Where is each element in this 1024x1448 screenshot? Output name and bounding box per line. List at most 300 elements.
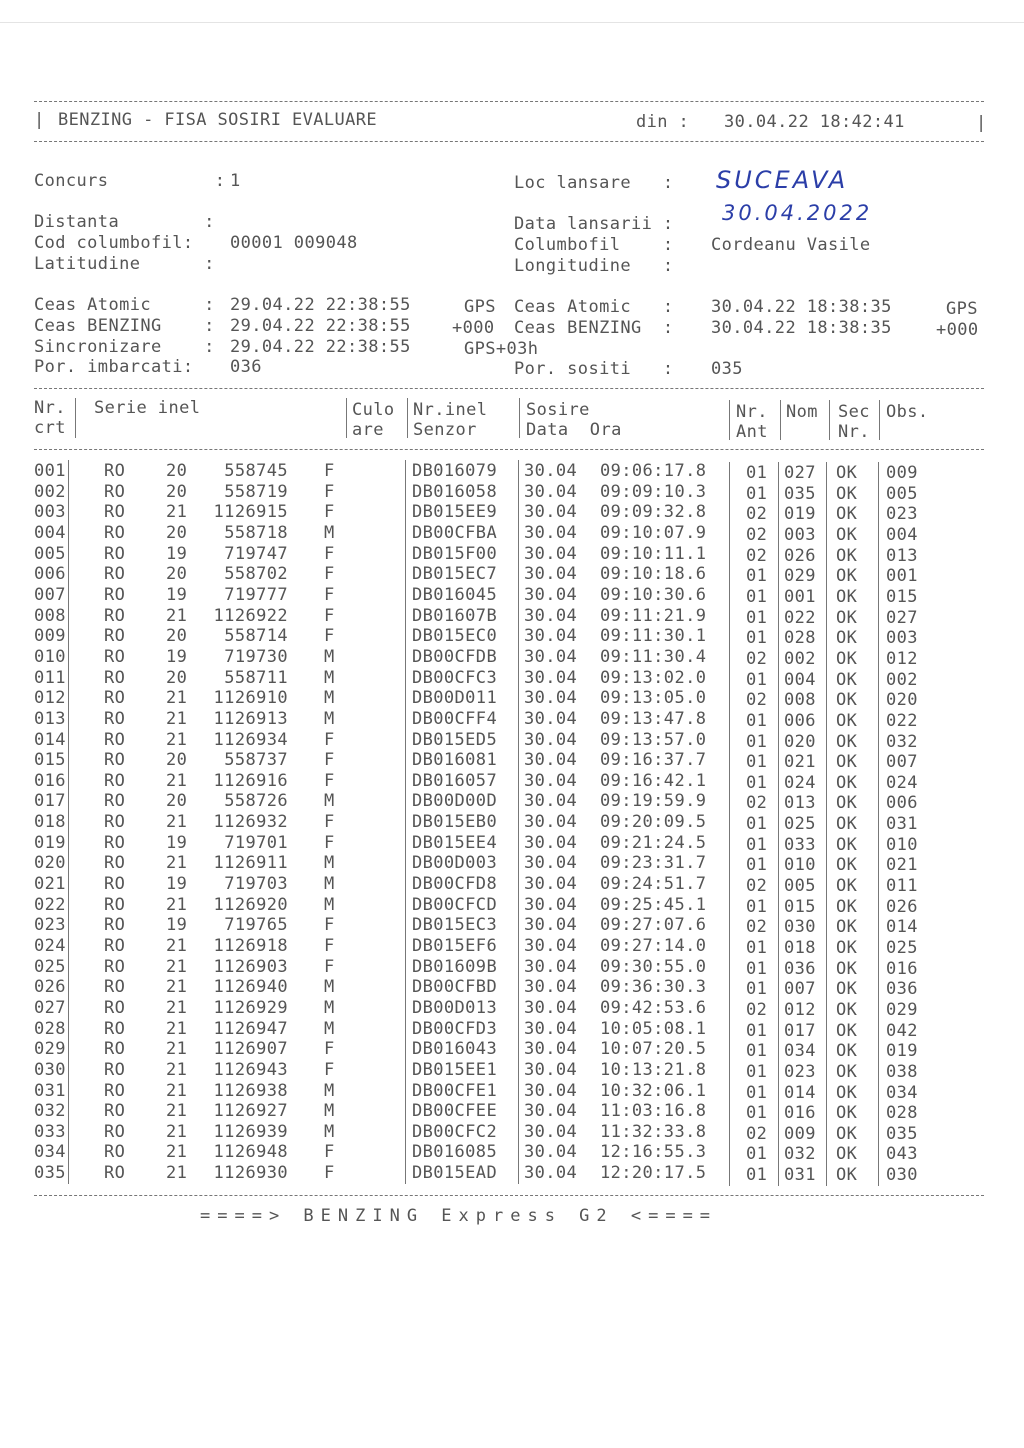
- cell-sec: OK: [836, 586, 858, 607]
- table-row: [0, 1081, 1024, 1102]
- table-row: [0, 1163, 1024, 1184]
- cell-data: 30.04: [524, 997, 578, 1018]
- cell-nom: 014: [784, 1082, 816, 1103]
- cell-sec: OK: [836, 1082, 858, 1103]
- cell-nom: 010: [784, 855, 816, 876]
- cell-ora: 09:25:45.1: [600, 894, 707, 915]
- cell-tara: RO: [104, 853, 126, 874]
- cell-senzor: DB016085: [412, 1142, 498, 1163]
- cell-obs: 009: [886, 463, 918, 483]
- cell-nom: 016: [784, 1103, 816, 1124]
- cell-sec: OK: [836, 979, 858, 1000]
- cell-data: 30.04: [524, 523, 578, 543]
- cell-senzor: DB016045: [412, 584, 498, 605]
- cell-data: 30.04: [524, 956, 578, 977]
- sincronizare-suffix: GPS+03h: [464, 339, 539, 359]
- cell-sec: OK: [836, 525, 858, 545]
- cell-an: 21: [166, 1018, 188, 1039]
- table-row: [0, 998, 1024, 1019]
- cell-nom: 019: [784, 504, 816, 525]
- cell-an: 20: [166, 750, 188, 771]
- cell-senzor: DB00CFEE: [412, 1101, 498, 1122]
- cell-nr: 033: [34, 1121, 66, 1142]
- cell-sec: OK: [836, 855, 858, 876]
- cell-nr: 027: [34, 997, 66, 1018]
- cell-sex: F: [324, 956, 335, 977]
- cell-ora: 09:24:51.7: [600, 874, 707, 894]
- table-row: [0, 1142, 1024, 1163]
- cell-data: 30.04: [524, 915, 578, 936]
- cell-nom: 030: [784, 917, 816, 938]
- cell-data: 30.04: [524, 1142, 578, 1163]
- cell-tara: RO: [104, 1163, 126, 1184]
- cell-senzor: DB00D013: [412, 997, 498, 1018]
- table-top-rule: [34, 388, 984, 389]
- cell-data: 30.04: [524, 791, 578, 812]
- cell-inel: 1126911: [213, 853, 288, 874]
- cell-nom: 025: [784, 814, 816, 834]
- cell-ant: 02: [746, 876, 768, 896]
- cell-sex: F: [324, 543, 335, 564]
- cell-tara: RO: [104, 1080, 126, 1101]
- col-separator: [780, 400, 781, 440]
- cell-sex: F: [324, 461, 335, 481]
- cell-data: 30.04: [524, 688, 578, 709]
- loc-lansare-handwritten: SUCEAVA: [716, 166, 849, 194]
- cell-inel: 558745: [224, 461, 288, 481]
- cell-sex: F: [324, 1163, 335, 1184]
- cell-sec: OK: [836, 504, 858, 525]
- por-sositi-value: 035: [711, 359, 743, 379]
- cell-tara: RO: [104, 791, 126, 812]
- cell-an: 21: [166, 1080, 188, 1101]
- cell-ant: 01: [746, 896, 768, 917]
- cell-nr: 006: [34, 564, 66, 585]
- por-imbarcati-label: Por. imbarcati:: [34, 357, 194, 377]
- cell-senzor: DB00CFC2: [412, 1121, 498, 1142]
- por-imbarcati-value: 036: [230, 357, 262, 377]
- cell-inel: 1126948: [213, 1142, 288, 1163]
- cell-sex: M: [324, 874, 335, 894]
- cell-ant: 01: [746, 855, 768, 876]
- col-ant-header: Ant: [736, 422, 768, 442]
- cell-tara: RO: [104, 502, 126, 523]
- cell-obs: 032: [886, 731, 918, 752]
- cell-sex: M: [324, 523, 335, 543]
- cell-sex: M: [324, 1080, 335, 1101]
- cell-data: 30.04: [524, 1018, 578, 1039]
- table-row: [0, 585, 1024, 606]
- table-row: [0, 647, 1024, 668]
- cell-obs: 010: [886, 834, 918, 855]
- ceas-atomic-2-value: 30.04.22 18:38:35: [711, 297, 892, 317]
- cell-sec: OK: [836, 917, 858, 938]
- cell-ora: 09:27:14.0: [600, 936, 707, 956]
- cell-sec: OK: [836, 1144, 858, 1165]
- cell-ora: 10:32:06.1: [600, 1080, 707, 1101]
- cell-an: 20: [166, 481, 188, 502]
- cell-ant: 02: [746, 504, 768, 525]
- col-culo-header: Culo: [352, 400, 395, 420]
- cell-sec: OK: [836, 1061, 858, 1082]
- cell-ant: 02: [746, 917, 768, 938]
- date-label: din :: [636, 112, 690, 132]
- col-nom-header: Nom: [786, 402, 818, 422]
- cell-sex: M: [324, 646, 335, 667]
- cell-tara: RO: [104, 1142, 126, 1163]
- cell-tara: RO: [104, 1039, 126, 1060]
- cell-obs: 015: [886, 586, 918, 607]
- cell-inel: 1126920: [213, 894, 288, 915]
- cell-data: 30.04: [524, 874, 578, 894]
- cell-tara: RO: [104, 770, 126, 791]
- cell-data: 30.04: [524, 708, 578, 729]
- cell-obs: 024: [886, 772, 918, 793]
- cell-inel: 1126930: [213, 1163, 288, 1184]
- cell-ant: 01: [746, 607, 768, 628]
- cell-nom: 003: [784, 525, 816, 545]
- cell-inel: 719730: [224, 646, 288, 667]
- cell-nom: 034: [784, 1041, 816, 1062]
- cell-an: 19: [166, 543, 188, 564]
- cell-sec: OK: [836, 607, 858, 628]
- cell-an: 21: [166, 770, 188, 791]
- header-bottom-rule: [34, 141, 984, 142]
- cell-an: 21: [166, 708, 188, 729]
- cell-senzor: DB00CFD8: [412, 874, 498, 894]
- cell-ora: 09:13:47.8: [600, 708, 707, 729]
- cell-sex: F: [324, 564, 335, 585]
- ceas-benzing-2-suffix: +000: [936, 320, 979, 340]
- cell-sec: OK: [836, 648, 858, 669]
- cell-inel: 1126934: [213, 729, 288, 750]
- cell-obs: 026: [886, 896, 918, 917]
- table-row: [0, 668, 1024, 689]
- cell-ora: 09:11:30.4: [600, 646, 707, 667]
- cell-data: 30.04: [524, 564, 578, 585]
- cell-ora: 09:09:32.8: [600, 502, 707, 523]
- col-serie-header: Serie inel: [94, 398, 201, 418]
- cell-ora: 09:06:17.8: [600, 461, 707, 481]
- cell-ora: 10:13:21.8: [600, 1059, 707, 1080]
- cell-an: 20: [166, 626, 188, 647]
- sincronizare-label: Sincronizare :: [34, 337, 215, 357]
- ceas-benzing-label: Ceas BENZING :: [34, 316, 215, 336]
- col-senzor-header: Senzor: [413, 420, 477, 440]
- cell-senzor: DB00CFF4: [412, 708, 498, 729]
- cell-nr: 007: [34, 584, 66, 605]
- table-row: [0, 482, 1024, 503]
- cell-nr: 025: [34, 956, 66, 977]
- col-separator: [519, 398, 520, 438]
- concurs-value: 1: [230, 171, 241, 191]
- cell-obs: 007: [886, 752, 918, 773]
- cell-inel: 558718: [224, 523, 288, 543]
- cell-senzor: DB016079: [412, 461, 498, 481]
- cod-columbofil-label: Cod columbofil:: [34, 233, 194, 253]
- scan-edge: [0, 22, 1024, 23]
- cell-tara: RO: [104, 874, 126, 894]
- cell-tara: RO: [104, 564, 126, 585]
- col-secnr-header: Nr.: [838, 422, 870, 442]
- cell-sex: F: [324, 832, 335, 853]
- cell-tara: RO: [104, 708, 126, 729]
- cell-nom: 027: [784, 463, 816, 483]
- cell-ora: 09:19:59.9: [600, 791, 707, 812]
- cell-an: 19: [166, 832, 188, 853]
- cell-ora: 09:13:05.0: [600, 688, 707, 709]
- cell-nr: 032: [34, 1101, 66, 1122]
- cell-senzor: DB015EC0: [412, 626, 498, 647]
- col-are-header: are: [352, 420, 384, 440]
- table-row: [0, 957, 1024, 978]
- cell-nr: 026: [34, 977, 66, 998]
- table-row: [0, 791, 1024, 812]
- cell-nom: 020: [784, 731, 816, 752]
- cell-inel: 558726: [224, 791, 288, 812]
- cell-data: 30.04: [524, 543, 578, 564]
- cell-tara: RO: [104, 1018, 126, 1039]
- cell-sex: F: [324, 1059, 335, 1080]
- cell-inel: 1126915: [213, 502, 288, 523]
- col-separator: [729, 400, 730, 440]
- cell-an: 21: [166, 894, 188, 915]
- cell-tara: RO: [104, 832, 126, 853]
- cell-obs: 012: [886, 648, 918, 669]
- cell-tara: RO: [104, 626, 126, 647]
- cell-obs: 014: [886, 917, 918, 938]
- cell-obs: 027: [886, 607, 918, 628]
- cell-ora: 09:10:11.1: [600, 543, 707, 564]
- cell-an: 21: [166, 997, 188, 1018]
- cell-senzor: DB015EE9: [412, 502, 498, 523]
- cell-an: 21: [166, 936, 188, 956]
- ceas-benzing-2-value: 30.04.22 18:38:35: [711, 318, 892, 338]
- cell-nom: 013: [784, 793, 816, 814]
- cell-data: 30.04: [524, 770, 578, 791]
- cell-ant: 01: [746, 669, 768, 690]
- cell-senzor: DB00D003: [412, 853, 498, 874]
- cell-inel: 719703: [224, 874, 288, 894]
- cell-sec: OK: [836, 958, 858, 979]
- cell-tara: RO: [104, 646, 126, 667]
- cell-obs: 020: [886, 690, 918, 711]
- cell-tara: RO: [104, 894, 126, 915]
- cell-ant: 01: [746, 814, 768, 834]
- cell-inel: 1126913: [213, 708, 288, 729]
- cell-an: 21: [166, 605, 188, 626]
- cell-ant: 01: [746, 628, 768, 649]
- cell-sex: F: [324, 770, 335, 791]
- table-row: [0, 564, 1024, 585]
- cell-obs: 038: [886, 1061, 918, 1082]
- cell-senzor: DB00CFE1: [412, 1080, 498, 1101]
- cell-obs: 031: [886, 814, 918, 834]
- table-row: [0, 523, 1024, 544]
- cell-an: 21: [166, 729, 188, 750]
- cell-ora: 09:27:07.6: [600, 915, 707, 936]
- cell-ant: 01: [746, 1165, 768, 1186]
- cell-sex: F: [324, 729, 335, 750]
- cell-data: 30.04: [524, 729, 578, 750]
- cell-ora: 09:11:21.9: [600, 605, 707, 626]
- cell-data: 30.04: [524, 977, 578, 998]
- cell-data: 30.04: [524, 667, 578, 688]
- cell-sex: F: [324, 481, 335, 502]
- cell-an: 21: [166, 853, 188, 874]
- cell-an: 21: [166, 1039, 188, 1060]
- cell-sec: OK: [836, 1123, 858, 1144]
- table-row: [0, 461, 1024, 482]
- cell-inel: 1126922: [213, 605, 288, 626]
- cell-senzor: DB00CFCD: [412, 894, 498, 915]
- cell-sec: OK: [836, 1041, 858, 1062]
- cell-ora: 09:09:10.3: [600, 481, 707, 502]
- sincronizare-value: 29.04.22 22:38:55: [230, 337, 411, 357]
- cell-an: 20: [166, 667, 188, 688]
- cell-sex: F: [324, 626, 335, 647]
- cell-sec: OK: [836, 463, 858, 483]
- cell-sex: M: [324, 688, 335, 709]
- cell-ant: 01: [746, 1041, 768, 1062]
- cell-obs: 036: [886, 979, 918, 1000]
- table-row: [0, 812, 1024, 833]
- cell-ora: 09:10:30.6: [600, 584, 707, 605]
- cell-ora: 12:16:55.3: [600, 1142, 707, 1163]
- cell-nr: 016: [34, 770, 66, 791]
- cell-inel: 1126943: [213, 1059, 288, 1080]
- cell-nom: 008: [784, 690, 816, 711]
- cell-nr: 013: [34, 708, 66, 729]
- cell-nom: 021: [784, 752, 816, 773]
- cell-ora: 09:42:53.6: [600, 997, 707, 1018]
- cell-senzor: DB015EF6: [412, 936, 498, 956]
- cell-ant: 01: [746, 1082, 768, 1103]
- cell-nr: 005: [34, 543, 66, 564]
- columbofil-label: Columbofil :: [514, 235, 674, 255]
- cell-data: 30.04: [524, 1163, 578, 1184]
- cell-nom: 004: [784, 669, 816, 690]
- cell-ora: 11:03:16.8: [600, 1101, 707, 1122]
- longitudine-label: Longitudine :: [514, 256, 674, 276]
- cell-nr: 008: [34, 605, 66, 626]
- cell-senzor: DB00CFBA: [412, 523, 498, 543]
- col-separator: [407, 398, 408, 438]
- cell-ant: 01: [746, 1061, 768, 1082]
- cell-data: 30.04: [524, 1121, 578, 1142]
- cell-ora: 09:36:30.3: [600, 977, 707, 998]
- cell-sex: F: [324, 1039, 335, 1060]
- ceas-atomic-suffix: GPS: [464, 297, 496, 317]
- cell-ant: 01: [746, 710, 768, 731]
- cell-ora: 09:20:09.5: [600, 812, 707, 832]
- cell-obs: 019: [886, 1041, 918, 1062]
- cell-sex: F: [324, 584, 335, 605]
- cell-ant: 01: [746, 731, 768, 752]
- cell-obs: 003: [886, 628, 918, 649]
- cell-data: 30.04: [524, 1059, 578, 1080]
- cell-inel: 1126929: [213, 997, 288, 1018]
- col-nrant-header: Nr.: [736, 402, 768, 422]
- cell-obs: 016: [886, 958, 918, 979]
- table-row: [0, 1060, 1024, 1081]
- cell-senzor: DB016058: [412, 481, 498, 502]
- cell-ora: 12:20:17.5: [600, 1163, 707, 1184]
- cell-inel: 558711: [224, 667, 288, 688]
- cell-nom: 031: [784, 1165, 816, 1186]
- cell-obs: 004: [886, 525, 918, 545]
- cell-sex: F: [324, 750, 335, 771]
- ceas-atomic-value: 29.04.22 22:38:55: [230, 295, 411, 315]
- cell-ora: 09:10:07.9: [600, 523, 707, 543]
- table-row: [0, 606, 1024, 627]
- cell-an: 20: [166, 791, 188, 812]
- cell-ora: 09:30:55.0: [600, 956, 707, 977]
- cell-tara: RO: [104, 667, 126, 688]
- cell-ora: 11:32:33.8: [600, 1121, 707, 1142]
- cell-nr: 004: [34, 523, 66, 543]
- concurs-label: Concurs :: [34, 171, 226, 191]
- cell-ant: 01: [746, 463, 768, 483]
- table-row: [0, 730, 1024, 751]
- cell-senzor: DB015EE1: [412, 1059, 498, 1080]
- cell-an: 21: [166, 956, 188, 977]
- cell-ant: 01: [746, 834, 768, 855]
- cell-tara: RO: [104, 936, 126, 956]
- ceas-atomic-2-label: Ceas Atomic :: [514, 297, 674, 317]
- table-row: [0, 915, 1024, 936]
- cell-sec: OK: [836, 938, 858, 958]
- cell-tara: RO: [104, 956, 126, 977]
- cell-obs: 021: [886, 855, 918, 876]
- cell-sec: OK: [836, 1103, 858, 1124]
- cell-nom: 015: [784, 896, 816, 917]
- cell-obs: 002: [886, 669, 918, 690]
- cell-obs: 025: [886, 938, 918, 958]
- cell-senzor: DB015F00: [412, 543, 498, 564]
- cell-sex: M: [324, 997, 335, 1018]
- cell-ant: 01: [746, 483, 768, 504]
- cell-ant: 01: [746, 958, 768, 979]
- cell-an: 19: [166, 915, 188, 936]
- cell-data: 30.04: [524, 605, 578, 626]
- cell-inel: 719701: [224, 832, 288, 853]
- cell-data: 30.04: [524, 626, 578, 647]
- cell-tara: RO: [104, 688, 126, 709]
- cell-sex: F: [324, 936, 335, 956]
- cell-tara: RO: [104, 605, 126, 626]
- cell-senzor: DB00CFC3: [412, 667, 498, 688]
- cell-tara: RO: [104, 1121, 126, 1142]
- table-row: [0, 688, 1024, 709]
- cell-nom: 018: [784, 938, 816, 958]
- print-datetime: 30.04.22 18:42:41: [724, 112, 905, 132]
- cell-an: 21: [166, 1142, 188, 1163]
- table-row: [0, 626, 1024, 647]
- col-nr-header: Nr.: [34, 398, 66, 418]
- cell-senzor: DB015EE4: [412, 832, 498, 853]
- cell-tara: RO: [104, 977, 126, 998]
- cell-tara: RO: [104, 915, 126, 936]
- cell-data: 30.04: [524, 853, 578, 874]
- cell-nom: 017: [784, 1020, 816, 1041]
- cell-nom: 032: [784, 1144, 816, 1165]
- cell-ant: 02: [746, 793, 768, 814]
- cell-obs: 028: [886, 1103, 918, 1124]
- cell-nr: 029: [34, 1039, 66, 1060]
- col-crt-header: crt: [34, 418, 66, 438]
- cell-obs: 042: [886, 1020, 918, 1041]
